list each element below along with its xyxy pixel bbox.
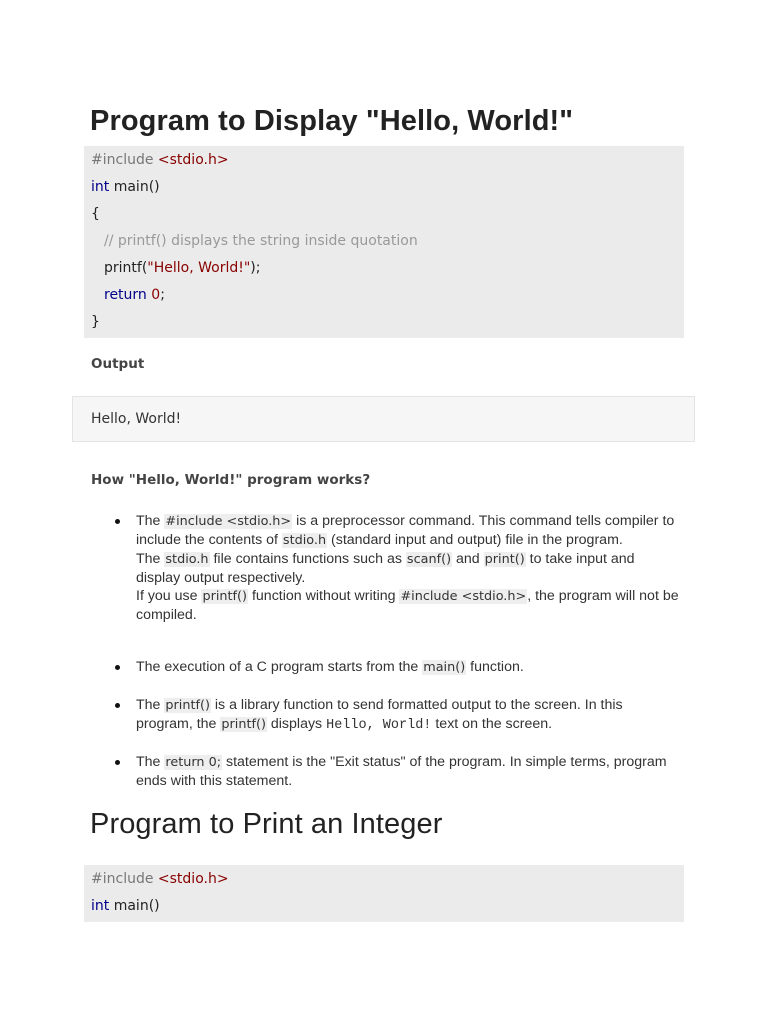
code-token-header: <stdio.h>: [157, 871, 229, 887]
inline-code: #include <stdio.h>: [400, 589, 527, 604]
code-line: [91, 309, 100, 336]
text: function.: [466, 659, 524, 675]
inline-code: stdio.h: [282, 533, 327, 548]
list-item: [136, 696, 681, 735]
text: is a preprocessor command. This command tells compiler to include the contents of: [136, 513, 675, 548]
text: If you use: [136, 588, 202, 604]
text: , the program will not be compiled.: [136, 588, 679, 623]
text: is a library function to send formatted output to the screen. In this program, the: [136, 697, 623, 732]
output-box: [72, 396, 695, 442]
code-token-text: ;: [160, 287, 165, 303]
inline-code: scanf(): [406, 552, 452, 567]
text: statement is the "Exit status" of the program. In simple terms, program ends with this statement.: [136, 754, 667, 789]
page-title: Program to Display "Hello, World!": [90, 105, 574, 137]
code-token-text: main(): [109, 179, 160, 195]
inline-code: #include <stdio.h>: [165, 514, 292, 529]
code-token-keyword: int: [91, 898, 110, 914]
text: and: [452, 551, 484, 567]
code-line: [91, 893, 160, 920]
text: file contains functions such as: [209, 551, 406, 567]
code-line: [91, 147, 229, 174]
code-token-text: printf(: [104, 260, 148, 276]
code-line: [91, 174, 160, 201]
code-block-hello-world: [84, 146, 684, 338]
inline-code: print(): [484, 552, 525, 567]
section-title: Program to Print an Integer: [90, 808, 443, 840]
code-token-text: main(): [109, 898, 160, 914]
text: The: [136, 551, 165, 567]
code-token-string: "Hello, World!": [147, 260, 251, 276]
code-line: [104, 228, 418, 255]
code-token-text: }: [91, 314, 100, 330]
text: text on the screen.: [431, 716, 553, 732]
inline-code: printf(): [165, 698, 210, 713]
text: The: [136, 754, 165, 770]
code-token-comment: // printf() displays the string inside quotation: [104, 233, 418, 249]
list-item: [136, 753, 681, 790]
code-token-header: <stdio.h>: [157, 152, 229, 168]
inline-code: printf(): [202, 589, 248, 604]
text: The execution of a C program starts from the: [136, 659, 423, 675]
inline-code: printf(): [221, 717, 266, 732]
section-heading: How "Hello, World!" program works?: [91, 472, 371, 488]
code-token-text: {: [91, 206, 100, 222]
code-token-number: 0: [151, 287, 161, 303]
list-item: [136, 512, 681, 624]
text: displays: [266, 716, 327, 732]
code-token-keyword: int: [91, 179, 110, 195]
text: (standard input and output) file in the program.: [327, 532, 623, 548]
inline-code: main(): [423, 660, 466, 675]
code-token-keyword: return: [104, 287, 147, 303]
text: The: [136, 697, 165, 713]
monospace-text: Hello, World!: [326, 718, 432, 733]
code-token-include: #include: [91, 152, 154, 168]
text: to take input and display output respectively.: [136, 551, 635, 586]
list-item: [136, 658, 681, 677]
inline-code: return 0;: [165, 755, 222, 770]
text: function without writing: [248, 588, 400, 604]
code-line: [104, 255, 260, 282]
code-line: [104, 282, 165, 309]
code-line: [91, 201, 100, 228]
code-block-print-integer: [84, 865, 684, 922]
text: The: [136, 513, 165, 529]
output-label: Output: [91, 356, 145, 372]
code-token-text: );: [250, 260, 261, 276]
output-text: Hello, World!: [91, 411, 182, 427]
inline-code: stdio.h: [165, 552, 209, 567]
code-line: [91, 866, 229, 893]
code-token-include: #include: [91, 871, 154, 887]
